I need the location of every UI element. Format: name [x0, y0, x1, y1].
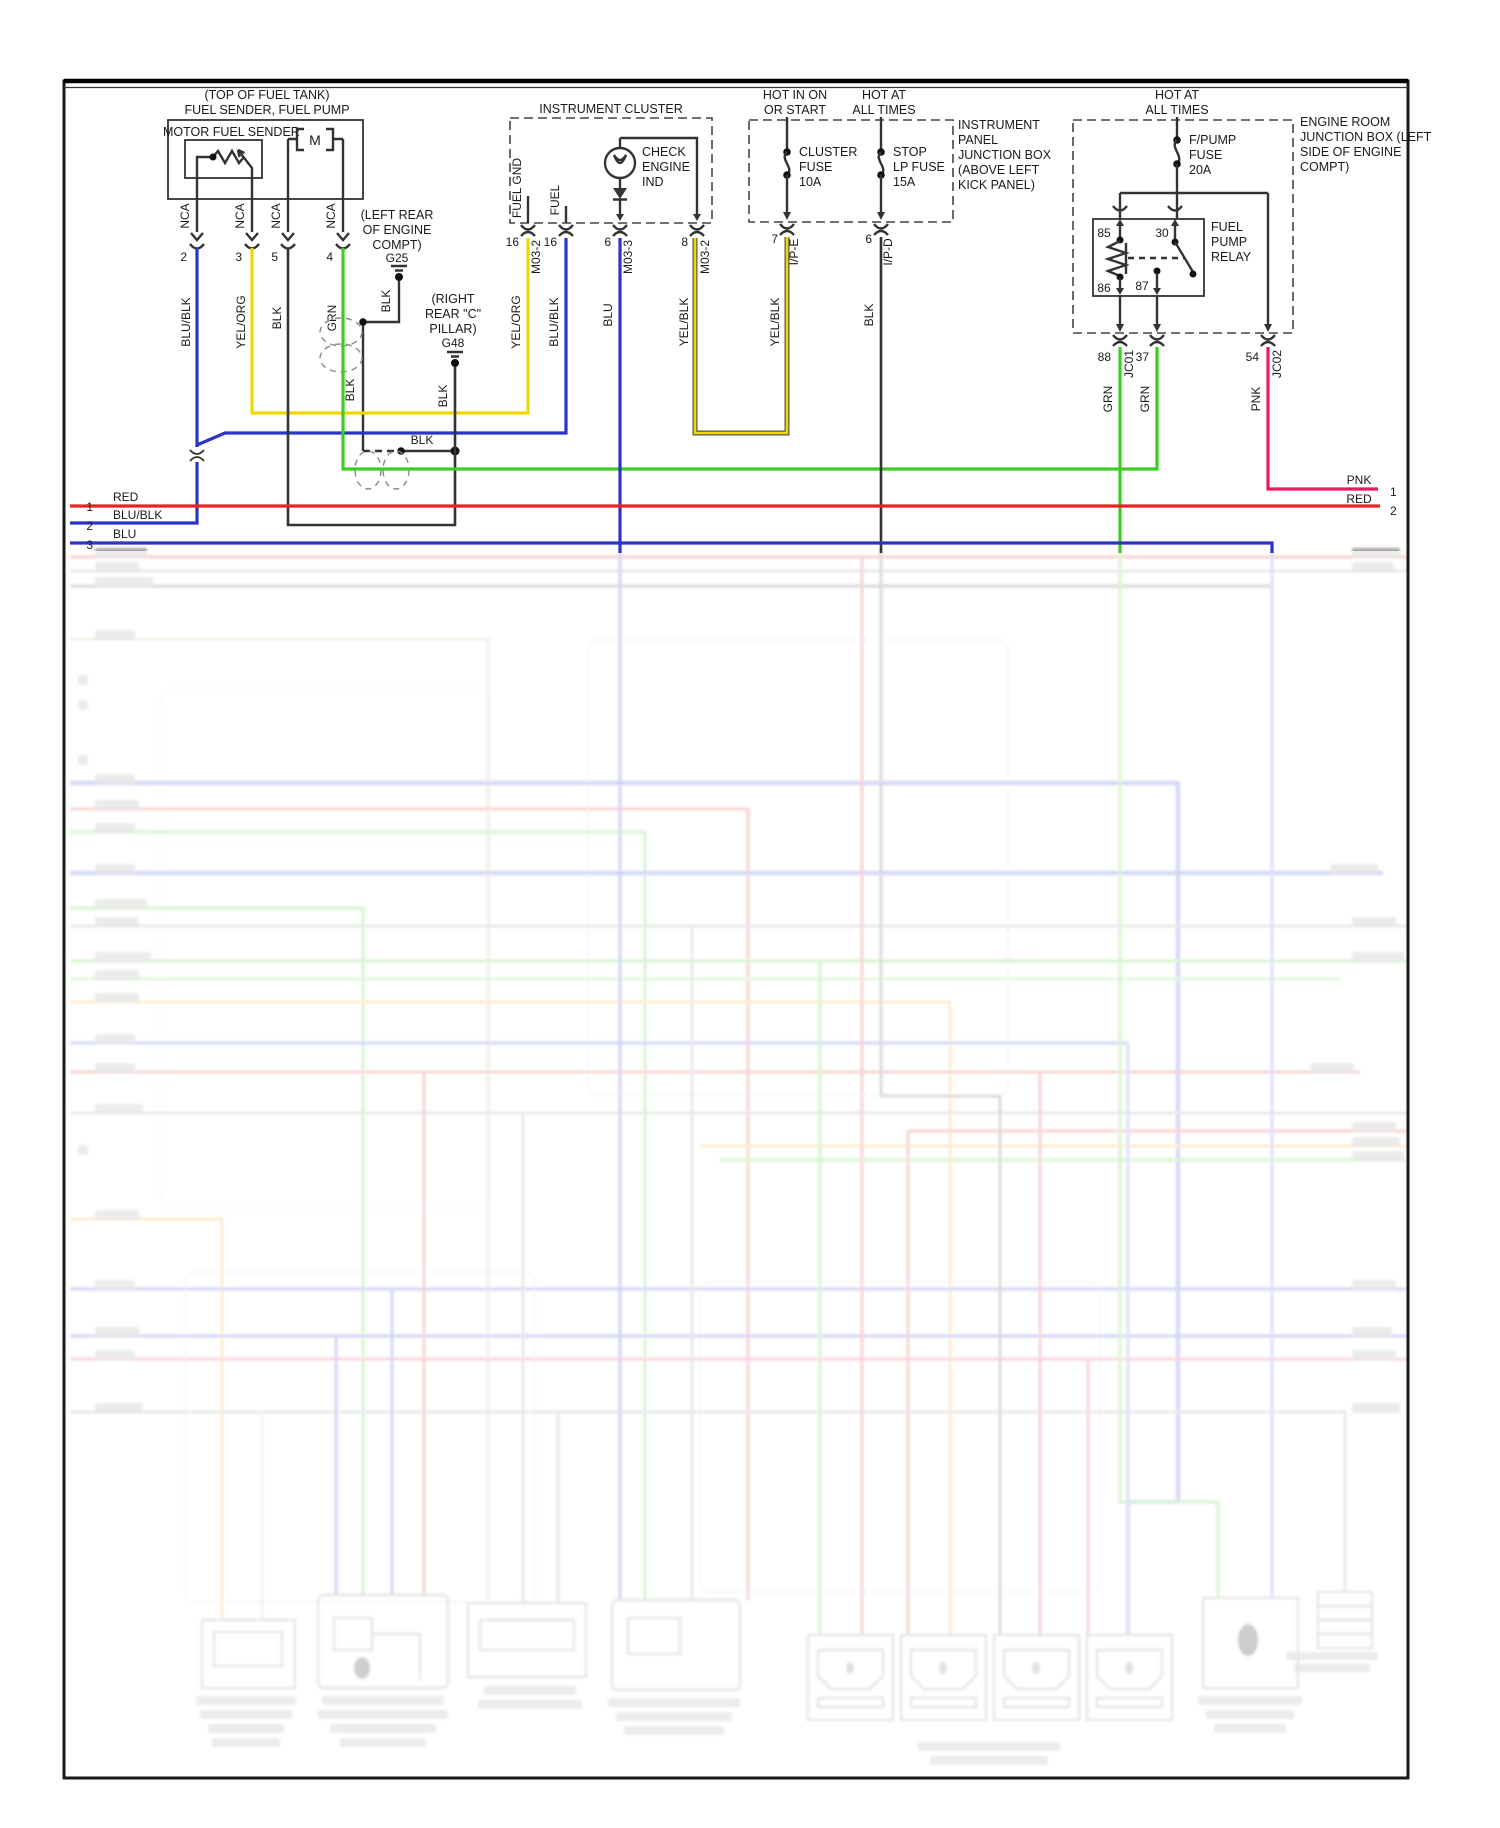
- pin-number: 2: [180, 250, 187, 264]
- fuse-label: 20A: [1189, 163, 1212, 177]
- pin-number: 8: [681, 235, 688, 249]
- wire-grn-pump: [343, 248, 1157, 469]
- relay-pin-30: 30: [1155, 226, 1169, 240]
- note-top-of-fuel-tank: (TOP OF FUEL TANK): [204, 88, 330, 102]
- edge-number: 3: [86, 538, 93, 552]
- cluster-fuse: [783, 117, 857, 220]
- pin-number: 54: [1245, 350, 1259, 364]
- fuse-label: FUSE: [799, 160, 833, 174]
- fuse-label: STOP: [893, 145, 927, 159]
- g48-id: G48: [441, 336, 465, 350]
- fuel-gnd-label: FUEL GND: [510, 157, 524, 219]
- edge-number: 1: [86, 500, 93, 514]
- label-motor-fuel-sender: MOTOR FUEL SENDER: [163, 125, 300, 139]
- wire-label-pnk: PNK: [1249, 386, 1263, 412]
- ip-junction-box: [749, 88, 1052, 346]
- relay-label: FUEL: [1211, 220, 1243, 234]
- pin-number: 5: [271, 250, 278, 264]
- connector-id: JC01: [1122, 349, 1136, 379]
- edge-wire-label: BLU/BLK: [113, 508, 163, 522]
- relay-pin-86: 86: [1097, 281, 1111, 295]
- note-fuel-sender-fuel-pump: FUEL SENDER, FUEL PUMP: [184, 103, 350, 117]
- pin-number: 6: [604, 235, 611, 249]
- connector-id: M03-2: [529, 239, 543, 275]
- splice-option-ellipses: [320, 318, 409, 489]
- g48-note: REAR "C": [424, 307, 482, 321]
- nca-label: NCA: [178, 203, 192, 229]
- g25-id: G25: [385, 251, 409, 265]
- feed-note: OR START: [763, 103, 827, 117]
- wire-label-blu-blk: BLU/BLK: [547, 297, 561, 347]
- g48-note: (RIGHT: [431, 292, 475, 306]
- ground-symbol: [447, 352, 463, 357]
- wire-label-grn: GRN: [1138, 385, 1152, 413]
- wire-pnk: [1268, 347, 1378, 489]
- pin-number: 16: [505, 235, 519, 249]
- relay-output-wires: [1120, 296, 1157, 324]
- ip-box-label: PANEL: [958, 133, 999, 147]
- edge-wire-label: BLU: [113, 527, 137, 541]
- feed-note: ALL TIMES: [1145, 103, 1209, 117]
- wire-label-yel-org: YEL/ORG: [234, 295, 248, 349]
- nca-label: NCA: [324, 203, 338, 229]
- wire-label-yel-blk: YEL/BLK: [768, 297, 782, 347]
- engine-box-exit-connectors: [1113, 335, 1275, 346]
- ip-box-label: JUNCTION BOX: [958, 148, 1052, 162]
- feed-note: HOT AT: [1155, 88, 1199, 102]
- cluster-title: INSTRUMENT CLUSTER: [539, 102, 683, 116]
- fuse-label: LP FUSE: [893, 160, 945, 174]
- wire-label-grn: GRN: [325, 304, 339, 332]
- g48-note: PILLAR): [429, 322, 477, 336]
- edge-wire-label: RED: [113, 490, 139, 504]
- edge-wire-label: PNK: [1346, 473, 1372, 487]
- connector-id: M03-2: [698, 239, 712, 275]
- check-engine-lamp: [605, 138, 701, 221]
- variable-resistor-symbol: [197, 150, 252, 178]
- right-edge-labels: [1346, 473, 1397, 518]
- pin-number: 6: [865, 232, 872, 246]
- nca-label: NCA: [233, 203, 247, 229]
- fuse-label: 10A: [799, 175, 822, 189]
- stop-lp-fuse: [877, 117, 945, 220]
- fuse-label: CLUSTER: [799, 145, 858, 159]
- wire-label-blk: BLK: [343, 378, 357, 402]
- wire-label-blk: BLK: [410, 433, 434, 447]
- fuse-label: F/PUMP: [1189, 133, 1237, 147]
- wire-label-yel-blk: YEL/BLK: [677, 297, 691, 347]
- pin-number: 88: [1097, 350, 1111, 364]
- fade-overlay: [56, 551, 1416, 1796]
- pin-number: 3: [235, 250, 242, 264]
- fuse-label: 15A: [893, 175, 916, 189]
- fpump-fuse: [1173, 117, 1236, 219]
- relay-internals: [1097, 219, 1196, 295]
- fuel-sender-pump: [163, 88, 363, 349]
- fuse-label: FUSE: [1189, 148, 1223, 162]
- ground-g48: [425, 292, 481, 407]
- edge-number: 2: [1390, 504, 1397, 518]
- svg-text:M: M: [309, 132, 321, 148]
- engine-box-label: JUNCTION BOX (LEFT: [1300, 130, 1432, 144]
- g25-note: (LEFT REAR: [360, 208, 434, 222]
- wire-label-blu: BLU: [601, 303, 615, 327]
- pin-number: 7: [771, 232, 778, 246]
- pin-number: 16: [543, 235, 557, 249]
- pin-number: 37: [1135, 350, 1149, 364]
- connector-id: JC02: [1270, 349, 1284, 379]
- sender-connectors: [178, 203, 350, 264]
- engine-box-label: COMPT): [1300, 160, 1350, 174]
- relay-pin-87: 87: [1135, 279, 1149, 293]
- engine-box-label: SIDE OF ENGINE: [1300, 145, 1402, 159]
- wire-blk-sender-ground: [288, 248, 455, 525]
- instrument-cluster: [506, 102, 712, 349]
- colored-wires: [70, 237, 1380, 553]
- connector-id: I/P-E: [787, 238, 801, 266]
- edge-number: 1: [1390, 485, 1397, 499]
- connector-id: M03-3: [621, 239, 635, 275]
- pin-number: 4: [326, 250, 333, 264]
- wire-label-blu-blk: BLU/BLK: [179, 297, 193, 347]
- wire-label-blk: BLK: [862, 303, 876, 327]
- edge-wire-label: RED: [1346, 492, 1372, 506]
- g25-note: OF ENGINE: [362, 223, 432, 237]
- wire-label-blk: BLK: [436, 384, 450, 408]
- wire-label-blk: BLK: [379, 289, 393, 313]
- inline-connector: [190, 450, 204, 461]
- connector-id: I/P-D: [881, 238, 895, 266]
- wire-label-grn: GRN: [1101, 385, 1115, 413]
- wire-label-blk: BLK: [270, 306, 284, 330]
- check-engine-label: IND: [642, 175, 664, 189]
- engine-box-label: ENGINE ROOM: [1300, 115, 1391, 129]
- edge-number: 2: [86, 519, 93, 533]
- ip-box-label: INSTRUMENT: [958, 118, 1040, 132]
- g25-note: COMPT): [372, 238, 422, 252]
- nca-label: NCA: [269, 203, 283, 229]
- ground-symbol: [391, 266, 407, 271]
- fuel-label: FUEL: [548, 184, 562, 216]
- wire-label-yel-org: YEL/ORG: [509, 295, 523, 349]
- feed-note: HOT IN ON: [762, 88, 828, 102]
- relay-pin-85: 85: [1097, 226, 1111, 240]
- engine-room-junction-box: [1073, 88, 1432, 412]
- check-engine-label: CHECK: [642, 145, 686, 159]
- ip-box-label: KICK PANEL): [958, 178, 1035, 192]
- motor-symbol: [288, 129, 343, 150]
- feed-note: HOT AT: [862, 88, 906, 102]
- relay-top-connectors: [1113, 206, 1182, 211]
- relay-label: PUMP: [1211, 235, 1248, 249]
- check-engine-label: ENGINE: [642, 160, 690, 174]
- relay-label: RELAY: [1211, 250, 1252, 264]
- feed-note: ALL TIMES: [852, 103, 916, 117]
- ip-box-label: (ABOVE LEFT: [958, 163, 1040, 177]
